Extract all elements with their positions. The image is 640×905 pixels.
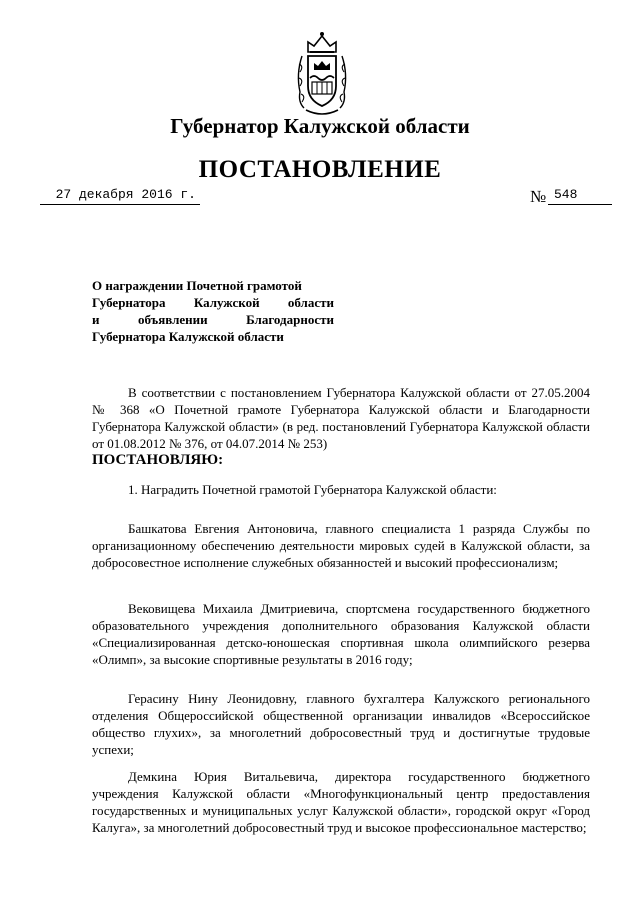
awardee-paragraph: Герасину Нину Леонидовну, главного бухгалтера Калужского регионального отделения Общероссийской общественной организации инвалидов «Всероссийское общество глухих», за многолетний добросовестный труд и достигнутые трудовые успехи; (92, 691, 590, 757)
authority-title: Губернатор Калужской области (170, 114, 470, 138)
document-type: ПОСТАНОВЛЕНИЕ (198, 156, 442, 183)
awardee-paragraph: Вековищева Михаила Дмитриевича, спортсмена государственного бюджетного образовательного учреждения дополнительного образования Калужской области «Специализированная детско-юношеская спортивная школа олимпийского резерва «Олимп», за высокие спортивные результаты в 2016 году; (92, 601, 590, 667)
awardee-block (92, 520, 590, 571)
awardee-paragraph: Башкатова Евгения Антоновича, главного специалиста 1 разряда Службы по организационному обеспечению деятельности мировых судей в Калужской области, за добросовестное исполнение служебных обязанностей и высокий профессионализм; (92, 521, 590, 570)
awardee-block (92, 690, 590, 758)
subject-line: и объявлении Благодарности (92, 312, 334, 327)
preamble-paragraph: В соответствии с постановлением Губернатора Калужской области от 27.05.2004 № 368 «О Почетной грамоте Губернатора Калужской области и Благодарности Губернатора Калужской области» (в ред. постановлений Губернатора Калужской области от 01.08.2012 № 376, от 04.07.2014 № 253) (92, 385, 590, 451)
decree-word: ПОСТАНОВЛЯЮ: (92, 452, 224, 468)
awardee-block (92, 768, 590, 836)
subject-line: Губернатора Калужской области (92, 329, 284, 344)
subject-line: Губернатора Калужской области (92, 295, 334, 310)
document-date: 27 декабря 2016 г. (40, 187, 200, 205)
number-label: № (530, 187, 547, 206)
kaluga-coat-of-arms-icon (292, 30, 352, 118)
document-subject (92, 277, 334, 345)
item-1-heading: 1. Наградить Почетной грамотой Губернатора Калужской области: (128, 482, 497, 497)
awardee-paragraph: Демкина Юрия Витальевича, директора государственного бюджетного учреждения Калужской области «Многофункциональный центр предоставления государственных и муниципальных услуг Калужской области», городской округ «Город Калуга», за многолетний добросовестный труд и высокое профессиональное мастерство; (92, 769, 590, 835)
document-number: 548 (548, 187, 612, 205)
preamble-block (92, 384, 590, 452)
awardee-block (92, 600, 590, 668)
subject-line: О награждении Почетной грамотой (92, 278, 302, 293)
